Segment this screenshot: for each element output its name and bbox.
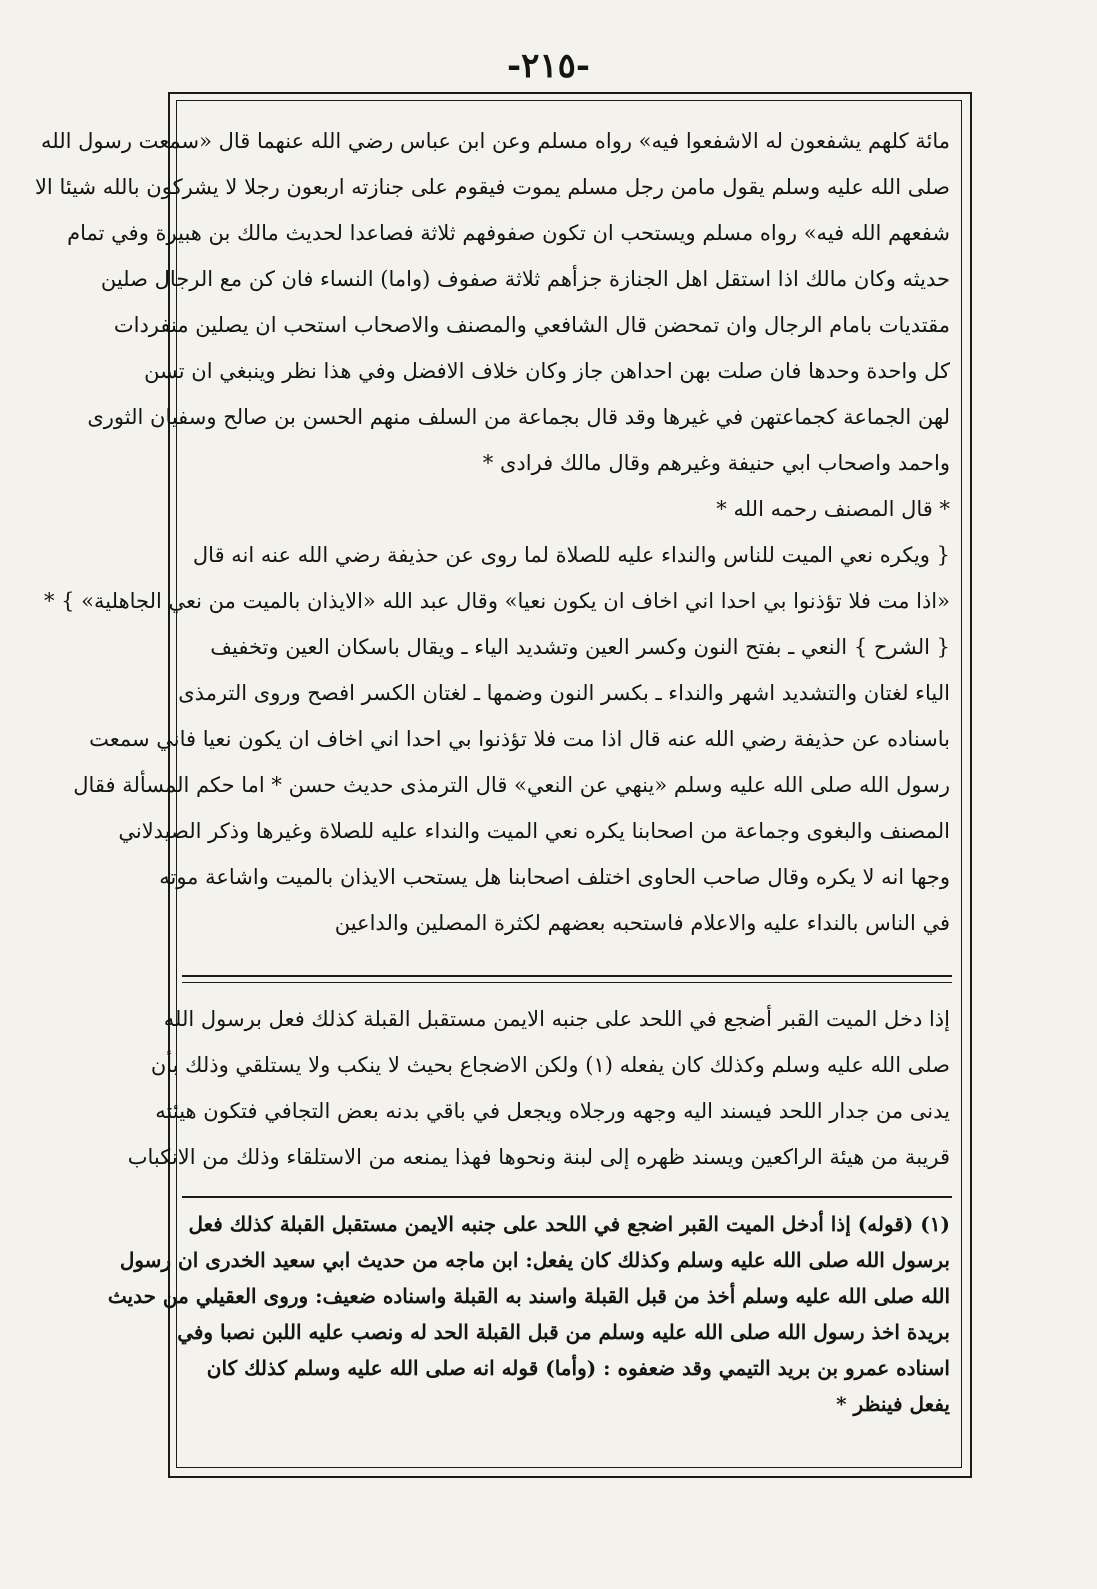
text-line: شفعهم الله فيه» رواه مسلم ويستحب ان تكون صفوفهم ثلاثة فصاعدا لحديث مالك بن هبيرة وفي تمام xyxy=(67,221,950,245)
text-line: صلى الله عليه وسلم يقول مامن رجل مسلم يموت فيقوم على جنازته اربعون رجلا لا يشركون بالله شيئا الا xyxy=(34,175,950,199)
text-line: برسول الله صلى الله عليه وسلم وكذلك كان يفعل: ابن ماجه من حديث ابي سعيد الخدرى ان رسول xyxy=(119,1248,950,1272)
text-line: يدنى من جدار اللحد فيسند اليه وجهه ورجلاه ويجعل في باقي بدنه بعض التجافي فتكون هيئته xyxy=(155,1099,950,1123)
text-line: { الشرح } النعي ـ بفتح النون وكسر العين وتشديد الياء ـ ويقال باسكان العين وتخفيف xyxy=(210,635,950,659)
text-line: الياء لغتان والتشديد اشهر والنداء ـ بكسر النون وضمها ـ لغتان الكسر افصح وروى الترمذى xyxy=(178,681,950,705)
text-line: (١) (قوله) إذا أدخل الميت القبر اضجع في اللحد على جنبه الايمن مستقبل القبلة كذلك فعل xyxy=(188,1212,950,1236)
text-line: «اذا مت فلا تؤذنوا بي احدا اني اخاف ان يكون نعيا» وقال عبد الله «الايذان بالميت من نعي الجاهلية» } * xyxy=(43,589,950,613)
text-line: يفعل فينظر * xyxy=(836,1392,950,1416)
section-divider xyxy=(182,975,952,977)
text-line: صلى الله عليه وسلم وكذلك كان يفعله (١) ولكن الاضجاع بحيث لا ينكب ولا يستلقي وذلك بأن xyxy=(150,1053,950,1077)
text-line: قريبة من هيئة الراكعين ويسند ظهره إلى لبنة ونحوها فهذا يمنعه من الاستلقاء وذلك من الانكباب xyxy=(127,1145,950,1169)
text-line: حديثه وكان مالك اذا استقل اهل الجنازة جزأهم ثلاثة صفوف (واما) النساء فان كن مع الرجال صلين xyxy=(100,267,950,291)
commentary-text xyxy=(34,118,950,946)
text-line: في الناس بالنداء عليه والاعلام فاستحبه بعضهم لكثرة المصلين والداعين xyxy=(334,911,950,935)
text-line: إذا دخل الميت القبر أضجع في اللحد على جنبه الايمن مستقبل القبلة كذلك فعل برسول الله xyxy=(163,1007,950,1031)
text-line: * قال المصنف رحمه الله * xyxy=(716,497,950,521)
text-line: الله صلى الله عليه وسلم أخذ من قبل القبلة واسند به القبلة واسناده ضعيف: وروى العقيلي من حديث xyxy=(107,1284,950,1308)
text-line: باسناده عن حذيفة رضي الله عنه قال اذا مت فلا تؤذنوا بي احدا اني اخاف ان يكون نعيا فاني سمعت xyxy=(89,727,950,751)
text-line: مقتديات بامام الرجال وان تمحضن قال الشافعي والمصنف والاصحاب استحب ان يصلين منفردات xyxy=(113,313,950,337)
text-line: لهن الجماعة كجماعتهن في غيرها وقد قال بجماعة من السلف منهم الحسن بن صالح وسفيان الثورى xyxy=(87,405,950,429)
text-line: بريدة اخذ رسول الله صلى الله عليه وسلم من قبل القبلة الحد له ونصب عليه اللبن نصبا وفي xyxy=(177,1320,950,1344)
text-line: كل واحدة وحدها فان صلت بهن احداهن جاز وكان خلاف الافضل وفي هذا نظر وينبغي ان تسن xyxy=(144,359,950,383)
text-line: واحمد واصحاب ابي حنيفة وغيرهم وقال مالك فرادى * xyxy=(482,451,950,475)
text-line: رسول الله صلى الله عليه وسلم «ينهي عن النعي» قال الترمذى حديث حسن * اما حكم المسألة فقال xyxy=(73,773,950,797)
footnote-divider xyxy=(182,1196,952,1198)
text-line: المصنف والبغوى وجماعة من اصحابنا يكره نعي الميت والنداء عليه للصلاة وغيرها وذكر الصيدلاني xyxy=(118,819,950,843)
matn-text xyxy=(127,996,950,1180)
text-line: وجها انه لا يكره وقال صاحب الحاوى اختلف اصحابنا هل يستحب الايذان بالميت واشاعة موته xyxy=(159,865,950,889)
text-line: مائة كلهم يشفعون له الاشفعوا فيه» رواه مسلم وعن ابن عباس رضي الله عنهما قال «سمعت رسول الله xyxy=(41,129,950,153)
section-divider-thin xyxy=(182,982,952,983)
page-number: -٢١٥- xyxy=(506,46,591,86)
text-line: { ويكره نعي الميت للناس والنداء عليه للصلاة لما روى عن حذيفة رضي الله عنه انه قال xyxy=(192,543,950,567)
text-line: اسناده عمرو بن بريد التيمي وقد ضعفوه : (وأما) قوله انه صلى الله عليه وسلم كذلك كان xyxy=(206,1356,950,1380)
footnotes xyxy=(107,1206,950,1422)
